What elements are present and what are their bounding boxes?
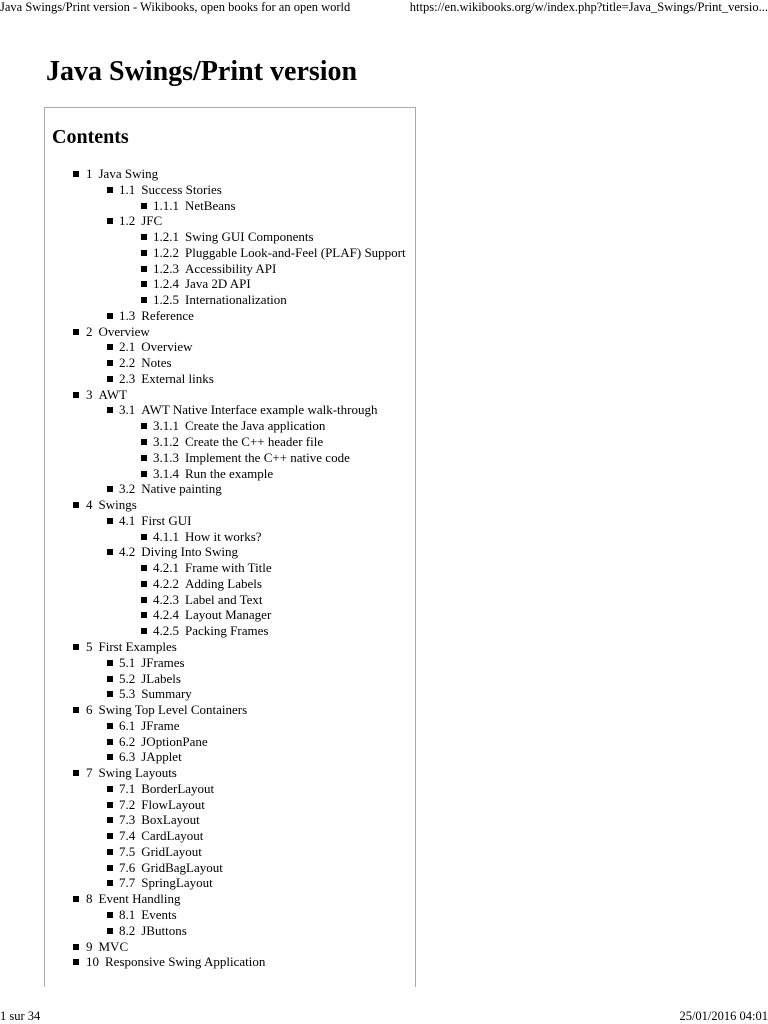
toc-number: 3.1.4 xyxy=(153,465,179,481)
toc-text: Overview xyxy=(141,339,193,355)
toc-number: 4.2.2 xyxy=(153,575,179,591)
print-footer-page-count: 1 sur 34 xyxy=(0,1009,41,1023)
toc-number: 3.2 xyxy=(119,481,136,497)
toc-link[interactable] xyxy=(153,229,314,245)
toc-number: 9 xyxy=(86,938,93,954)
toc-text: Java Swing xyxy=(98,166,159,181)
toc-number: 4.2.3 xyxy=(153,591,179,607)
toc-text: JApplet xyxy=(141,749,182,765)
toc-number: 1.2.3 xyxy=(153,260,179,276)
toc-number: 1.1 xyxy=(119,181,136,197)
toc-link[interactable] xyxy=(119,828,203,844)
toc-number: 3.1.1 xyxy=(153,418,179,434)
toc-number: 7.3 xyxy=(119,812,136,828)
toc-heading: Contents xyxy=(52,126,129,148)
toc-link[interactable] xyxy=(153,623,268,639)
toc-number: 4.2 xyxy=(119,544,136,560)
toc-number: 10 xyxy=(86,954,99,970)
bullet-icon xyxy=(141,297,147,303)
bullet-icon xyxy=(141,565,147,571)
toc-text: Create the Java application xyxy=(185,418,326,434)
toc-text: AWT Native Interface example walk-through xyxy=(141,402,378,418)
toc-link[interactable] xyxy=(119,655,185,671)
toc-link[interactable] xyxy=(119,339,193,355)
bullet-icon xyxy=(73,502,79,508)
toc-text: JFrames xyxy=(141,654,185,670)
toc-text: Event Handling xyxy=(98,891,181,907)
toc-link[interactable] xyxy=(119,875,213,891)
toc-link[interactable] xyxy=(86,939,128,955)
toc-link[interactable] xyxy=(153,261,276,277)
bullet-icon xyxy=(107,928,113,934)
bullet-icon xyxy=(141,423,147,429)
toc-text: JButtons xyxy=(141,922,187,938)
toc-link[interactable] xyxy=(119,686,192,702)
toc-text: Notes xyxy=(141,355,172,371)
bullet-icon xyxy=(141,455,147,461)
toc-link[interactable] xyxy=(119,734,208,750)
bullet-icon xyxy=(141,628,147,634)
toc-link[interactable] xyxy=(119,797,205,813)
toc-link[interactable] xyxy=(119,812,200,828)
toc-link[interactable] xyxy=(86,891,180,907)
toc-text: How it works? xyxy=(185,528,262,544)
bullet-icon xyxy=(141,534,147,540)
bullet-icon xyxy=(107,912,113,918)
table-of-contents xyxy=(44,107,416,987)
bullet-icon xyxy=(141,581,147,587)
toc-number: 7.7 xyxy=(119,875,136,891)
bullet-icon xyxy=(107,849,113,855)
toc-link[interactable] xyxy=(119,544,238,560)
toc-text: JFrame xyxy=(141,717,180,733)
toc-text: First Examples xyxy=(98,638,177,654)
toc-number: 1.2.2 xyxy=(153,244,179,260)
toc-number: 5.3 xyxy=(119,686,136,702)
toc-text: NetBeans xyxy=(185,197,236,213)
toc-number: 7.5 xyxy=(119,843,136,859)
toc-number: 1.2.1 xyxy=(153,229,179,245)
bullet-icon xyxy=(73,171,79,177)
toc-number: 4.2.4 xyxy=(153,607,179,623)
toc-text: JFC xyxy=(141,213,163,229)
toc-text: Swings xyxy=(98,497,137,513)
toc-link[interactable] xyxy=(119,308,194,324)
toc-number: 4.1.1 xyxy=(153,528,179,544)
toc-number: 3 xyxy=(86,386,93,402)
print-header-url: https://en.wikibooks.org/w/index.php?title=Java_Swings/Print_versio... xyxy=(409,0,768,14)
toc-link[interactable] xyxy=(119,781,214,797)
toc-link[interactable] xyxy=(119,481,222,497)
toc-link[interactable] xyxy=(153,592,263,608)
toc-link[interactable] xyxy=(153,418,325,434)
print-header-title: Java Swings/Print version - Wikibooks, open books for an open world xyxy=(0,0,351,14)
bullet-icon xyxy=(141,250,147,256)
toc-text: Layout Manager xyxy=(185,607,272,623)
toc-number: 5.2 xyxy=(119,670,136,686)
toc-link[interactable] xyxy=(119,749,182,765)
toc-text: Events xyxy=(141,906,177,922)
toc-number: 4.2.5 xyxy=(153,623,179,639)
bullet-icon xyxy=(107,486,113,492)
toc-number: 8 xyxy=(86,891,93,907)
toc-text: Reference xyxy=(141,307,194,323)
toc-link[interactable] xyxy=(119,355,172,371)
toc-link[interactable] xyxy=(119,182,222,198)
toc-text: Swing Layouts xyxy=(98,765,177,781)
toc-text: FlowLayout xyxy=(141,796,205,812)
bullet-icon xyxy=(107,313,113,319)
toc-text: Implement the C++ native code xyxy=(185,449,350,465)
toc-number: 2.1 xyxy=(119,339,136,355)
toc-number: 1.2.4 xyxy=(153,276,179,292)
bullet-icon xyxy=(141,281,147,287)
bullet-icon xyxy=(73,644,79,650)
bullet-icon xyxy=(107,518,113,524)
bullet-icon xyxy=(107,833,113,839)
toc-link[interactable] xyxy=(153,276,251,292)
toc-text: Swing GUI Components xyxy=(185,229,314,245)
toc-text: MVC xyxy=(98,938,129,954)
toc-number: 5 xyxy=(86,638,93,654)
toc-text: Accessibility API xyxy=(185,260,277,276)
toc-number: 7.4 xyxy=(119,828,136,844)
bullet-icon xyxy=(141,597,147,603)
bullet-icon xyxy=(141,203,147,209)
toc-link[interactable] xyxy=(119,718,180,734)
toc-text: Responsive Swing Application xyxy=(105,954,266,970)
toc-number: 3.1.2 xyxy=(153,434,179,450)
toc-text: BorderLayout xyxy=(141,780,215,796)
toc-link[interactable] xyxy=(119,213,162,229)
toc-number: 6.1 xyxy=(119,717,136,733)
toc-number: 8.1 xyxy=(119,906,136,922)
toc-text: Packing Frames xyxy=(185,623,269,639)
bullet-icon xyxy=(107,676,113,682)
bullet-icon xyxy=(107,802,113,808)
toc-link[interactable] xyxy=(119,671,181,687)
toc-text: GridLayout xyxy=(141,843,202,859)
toc-link[interactable] xyxy=(86,387,127,403)
bullet-icon xyxy=(107,880,113,886)
print-footer-datetime: 25/01/2016 04:01 xyxy=(679,1009,768,1023)
bullet-icon xyxy=(73,944,79,950)
toc-link[interactable] xyxy=(119,513,191,529)
toc-link[interactable] xyxy=(86,765,177,781)
toc-link[interactable] xyxy=(153,434,323,450)
bullet-icon xyxy=(107,817,113,823)
toc-number: 2 xyxy=(86,323,93,339)
toc-text: Adding Labels xyxy=(185,575,262,591)
toc-number: 7.6 xyxy=(119,859,136,875)
toc-text: Internationalization xyxy=(185,292,287,308)
toc-number: 6 xyxy=(86,702,93,718)
toc-number: 3.1.3 xyxy=(153,449,179,465)
toc-link[interactable] xyxy=(153,292,287,308)
bullet-icon xyxy=(73,770,79,776)
toc-text: Pluggable Look-and-Feel (PLAF) Support xyxy=(185,244,406,260)
toc-text: Create the C++ header file xyxy=(185,434,324,450)
bullet-icon xyxy=(141,439,147,445)
toc-link[interactable] xyxy=(119,907,177,923)
toc-text: SpringLayout xyxy=(141,875,213,891)
toc-link[interactable] xyxy=(86,166,158,182)
bullet-icon xyxy=(107,549,113,555)
bullet-icon xyxy=(107,187,113,193)
toc-link[interactable] xyxy=(153,450,350,466)
toc-text: Overview xyxy=(98,323,150,339)
bullet-icon xyxy=(73,329,79,335)
bullet-icon xyxy=(107,739,113,745)
toc-number: 8.2 xyxy=(119,922,136,938)
toc-link[interactable] xyxy=(119,923,187,939)
toc-number: 7.2 xyxy=(119,796,136,812)
bullet-icon xyxy=(73,392,79,398)
bullet-icon xyxy=(107,691,113,697)
toc-link[interactable] xyxy=(86,702,247,718)
toc-number: 6.3 xyxy=(119,749,136,765)
bullet-icon xyxy=(107,344,113,350)
toc-link[interactable] xyxy=(153,529,262,545)
toc-text: Frame with Title xyxy=(185,560,272,576)
bullet-icon xyxy=(107,723,113,729)
bullet-icon xyxy=(141,266,147,272)
toc-link[interactable] xyxy=(153,607,271,623)
toc-link[interactable] xyxy=(119,402,377,418)
toc-number: 6.2 xyxy=(119,733,136,749)
toc-link[interactable] xyxy=(86,497,137,513)
toc-link[interactable] xyxy=(153,245,406,261)
toc-link[interactable] xyxy=(119,844,202,860)
toc-text: First GUI xyxy=(141,512,192,528)
toc-number: 1.3 xyxy=(119,307,136,323)
bullet-icon xyxy=(107,360,113,366)
bullet-icon xyxy=(107,865,113,871)
toc-text: Java 2D API xyxy=(185,276,251,292)
toc-text: Diving Into Swing xyxy=(141,544,239,560)
toc-text: BoxLayout xyxy=(141,812,200,828)
toc-link[interactable] xyxy=(119,860,223,876)
toc-number: 4 xyxy=(86,497,93,513)
toc-number: 1.1.1 xyxy=(153,197,179,213)
toc-link[interactable] xyxy=(153,466,273,482)
toc-text: Swing Top Level Containers xyxy=(98,702,248,718)
toc-number: 1 xyxy=(86,166,93,181)
bullet-icon xyxy=(107,660,113,666)
toc-number: 4.1 xyxy=(119,512,136,528)
bullet-icon xyxy=(107,376,113,382)
toc-number: 3.1 xyxy=(119,402,136,418)
bullet-icon xyxy=(141,471,147,477)
toc-number: 1.2.5 xyxy=(153,292,179,308)
toc-link[interactable] xyxy=(153,576,262,592)
toc-link[interactable] xyxy=(153,560,272,576)
toc-text: JLabels xyxy=(141,670,181,686)
toc-text: Label and Text xyxy=(185,591,263,607)
toc-text: Summary xyxy=(141,686,192,702)
toc-link[interactable] xyxy=(86,639,177,655)
bullet-icon xyxy=(73,707,79,713)
bullet-icon xyxy=(73,896,79,902)
toc-text: Native painting xyxy=(141,481,222,497)
bullet-icon xyxy=(107,407,113,413)
toc-link[interactable] xyxy=(86,324,150,340)
toc-number: 4.2.1 xyxy=(153,560,179,576)
bullet-icon xyxy=(141,234,147,240)
toc-number: 7 xyxy=(86,765,93,781)
bullet-icon xyxy=(73,959,79,965)
page-title: Java Swings/Print version xyxy=(46,56,358,87)
toc-link[interactable] xyxy=(86,954,265,970)
bullet-icon xyxy=(107,786,113,792)
toc-link[interactable] xyxy=(119,371,214,387)
toc-number: 2.3 xyxy=(119,370,136,386)
toc-text: CardLayout xyxy=(141,828,204,844)
toc-text: JOptionPane xyxy=(141,733,208,749)
toc-text: Run the example xyxy=(185,465,274,481)
toc-text: Success Stories xyxy=(141,181,222,197)
bullet-icon xyxy=(141,612,147,618)
toc-number: 2.2 xyxy=(119,355,136,371)
toc-link[interactable] xyxy=(153,198,236,214)
toc-text: AWT xyxy=(98,386,128,402)
toc-text: GridBagLayout xyxy=(141,859,223,875)
bullet-icon xyxy=(107,218,113,224)
toc-number: 7.1 xyxy=(119,780,136,796)
bullet-icon xyxy=(107,754,113,760)
toc-number: 5.1 xyxy=(119,654,136,670)
toc-text: External links xyxy=(141,370,214,386)
toc-number: 1.2 xyxy=(119,213,136,229)
